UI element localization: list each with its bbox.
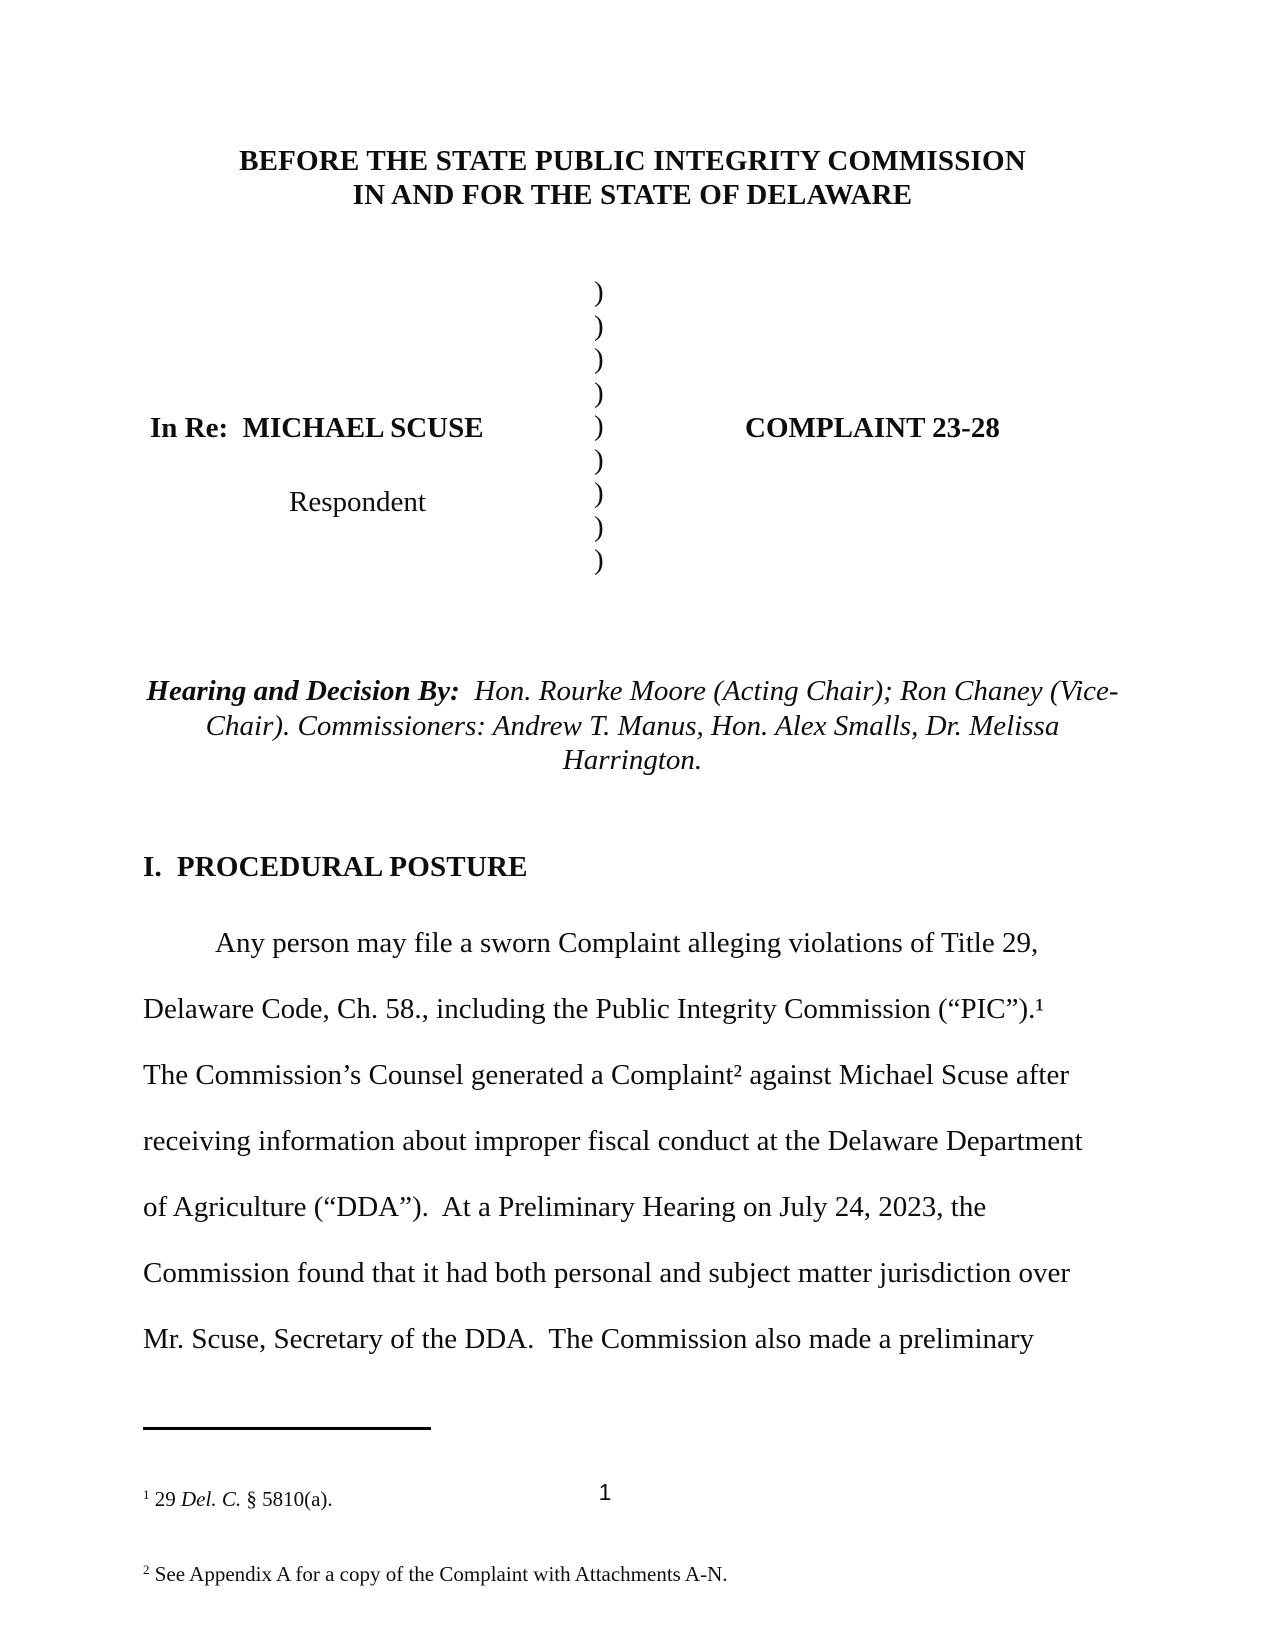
paren-glyph: ): [594, 477, 604, 509]
case-caption-respondent: Respondent: [289, 486, 426, 518]
body-paragraph: [143, 910, 1143, 1372]
body-line: receiving information about improper fiscal conduct at the Delaware Department: [143, 1125, 1083, 1157]
paren-glyph: ): [594, 276, 604, 308]
court-title-line-2: IN AND FOR THE STATE OF DELAWARE: [352, 179, 913, 211]
footnote-2-text: See Appendix A for a copy of the Complaint with Attachments A-N.: [149, 1562, 728, 1586]
body-line: Any person may file a sworn Complaint alleging violations of Title 29,: [215, 927, 1039, 959]
footnote-2: [143, 1562, 1133, 1587]
paren-glyph: ): [594, 544, 604, 576]
paren-glyph: ): [594, 343, 604, 375]
page-number: 1: [598, 1479, 612, 1505]
footnote-1-marker: 1: [143, 1487, 150, 1502]
body-line: of Agriculture (“DDA”). At a Preliminary Hearing on July 24, 2023, the: [143, 1191, 987, 1223]
body-line: The Commission’s Counsel generated a Complaint² against Michael Scuse after: [143, 1059, 1070, 1091]
footnotes: [143, 1437, 1133, 1637]
section-heading-procedural-posture: I. PROCEDURAL POSTURE: [143, 851, 528, 883]
case-caption-in-re: In Re: MICHAEL SCUSE: [150, 412, 484, 444]
footnote-separator-rule: [143, 1427, 431, 1430]
footnote-2-marker: 2: [143, 1562, 150, 1577]
paren-glyph: ): [594, 309, 604, 342]
court-title-line-1: BEFORE THE STATE PUBLIC INTEGRITY COMMISSION: [239, 145, 1026, 177]
complaint-number: COMPLAINT 23-28: [745, 412, 1000, 444]
paren-glyph: ): [594, 376, 604, 409]
footnote-1-post: § 5810(a).: [241, 1487, 333, 1511]
body-line: Commission found that it had both personal and subject matter jurisdiction over: [143, 1257, 1071, 1289]
caption-divider-parentheses: [594, 276, 604, 578]
hearing-label: Hearing and Decision By:: [146, 675, 460, 707]
footnote-1-citation: Del. C.: [181, 1487, 242, 1511]
hearing-panel-names: Hon. Rourke Moore (Acting Chair); Ron Chaney (Vice-Chair). Commissioners: Andrew T. Manus, Hon. Alex Smalls, Dr. Melissa Harrington.: [205, 675, 1119, 776]
court-title: [0, 144, 1265, 212]
paren-glyph: ): [594, 510, 604, 543]
paren-glyph: ): [594, 410, 604, 442]
footnote-1-pre: 29: [149, 1487, 181, 1511]
paren-glyph: ): [594, 443, 604, 476]
body-line: Mr. Scuse, Secretary of the DDA. The Commission also made a preliminary: [143, 1323, 1035, 1355]
hearing-and-decision-by: [143, 674, 1122, 778]
body-line: Delaware Code, Ch. 58., including the Public Integrity Commission (“PIC”).¹: [143, 993, 1045, 1025]
